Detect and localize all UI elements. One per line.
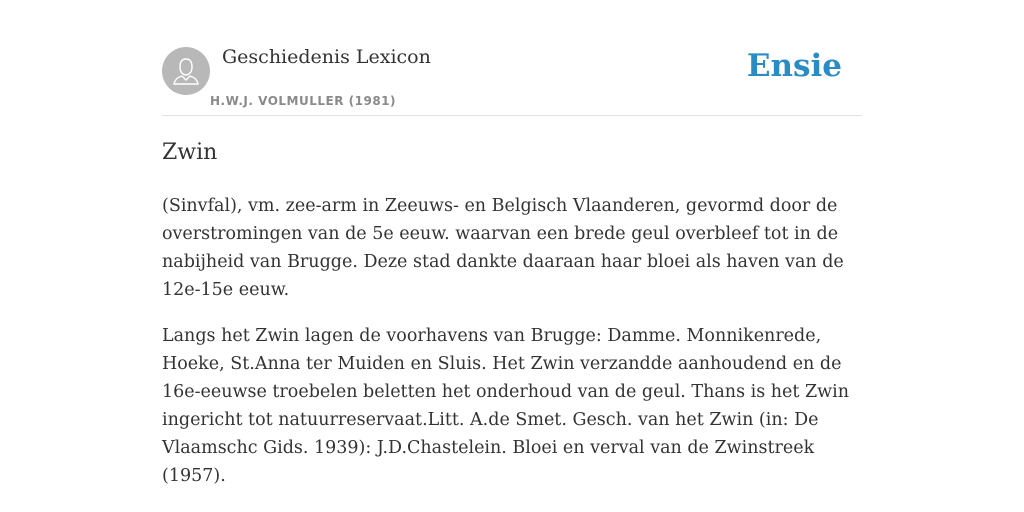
article-title: Zwin <box>162 140 218 165</box>
site-logo[interactable]: Ensie <box>746 48 842 84</box>
author-byline: H.W.J. VOLMULLER (1981) <box>210 94 397 108</box>
user-silhouette-icon <box>162 47 210 95</box>
header <box>162 44 862 116</box>
article-paragraph: Langs het Zwin lagen de voorhavens van Brugge: Damme. Monnikenrede, Hoeke, St.Anna ter Muiden en Sluis. Het Zwin verzandde aanhoudend en de 16e-eeuwse troebelen beletten het onderhoud van de geul. Thans is het Zwin ingericht tot natuurreservaat.Litt. A.de Smet. Gesch. van het Zwin (in: De Vlaamschc Gids. 1939): J.D.Chastelein. Bloei en verval van de Zwinstreek (1957). <box>162 326 849 486</box>
article-paragraph: (Sinvfal), vm. zee-arm in Zeeuws- en Belgisch Vlaanderen, gevormd door de overstromingen van de 5e eeuw. waarvan een brede geul overbleef tot in de nabijheid van Brugge. Deze stad dankte daaraan haar bloei als haven van de 12e-15e eeuw. <box>162 196 844 300</box>
article-body <box>162 192 862 508</box>
avatar[interactable] <box>162 47 210 95</box>
header-divider <box>162 115 862 116</box>
source-name[interactable]: Geschiedenis Lexicon <box>222 46 431 68</box>
